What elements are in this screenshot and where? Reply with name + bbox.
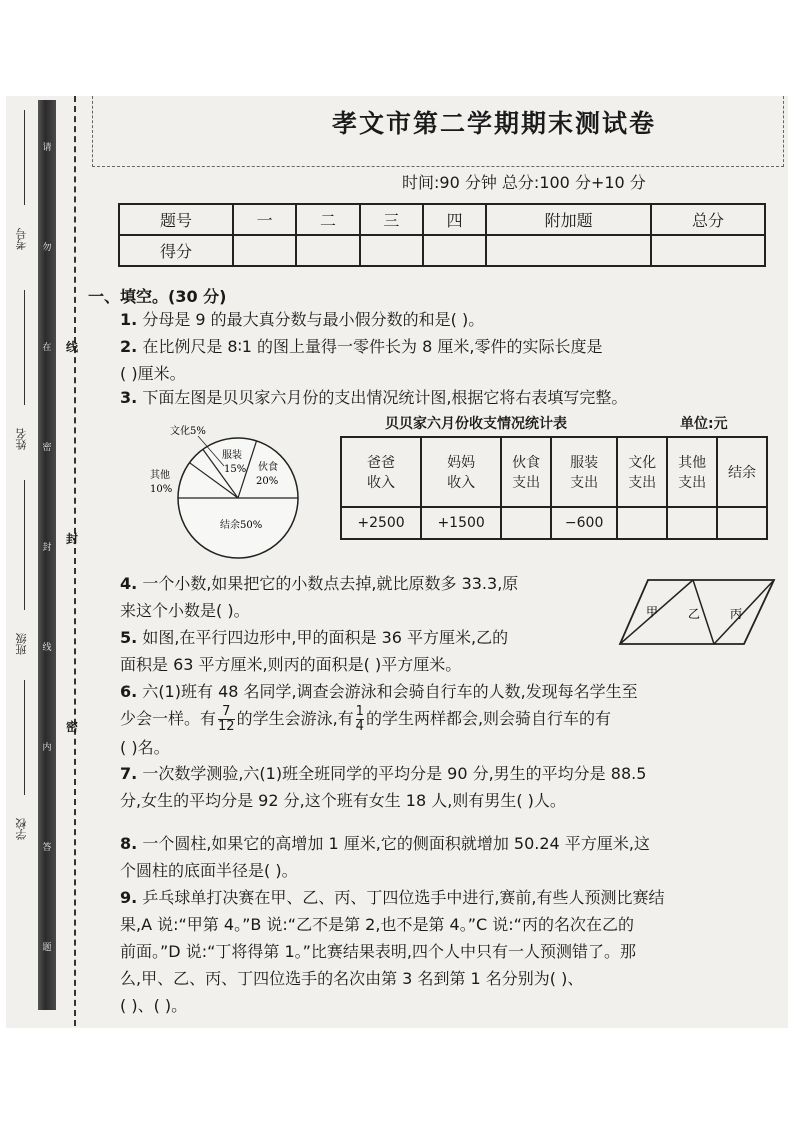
expense-pie-chart (140, 420, 330, 570)
question-text: 分母是 9 的最大真分数与最小假分数的和是( )。 (142, 310, 485, 329)
stat-value-row (341, 507, 767, 539)
stat-table (340, 436, 768, 540)
seal-char: 在 (42, 343, 52, 353)
line-mark: 密 (66, 720, 79, 734)
stat-value-cell[interactable] (501, 507, 551, 539)
seal-char: 答 (42, 843, 52, 853)
stat-header-row (341, 437, 767, 507)
question-4 (120, 570, 610, 624)
score-value-row (119, 235, 765, 266)
side-label-class: 班级 (15, 633, 28, 655)
region-label-yi: 乙 (688, 607, 701, 621)
page-title: 孝文市第二学期期末测试卷 (326, 104, 662, 140)
question-text: 六(1)班有 48 名同学,调查会游泳和会骑自行车的人数,发现每名学生至 (142, 682, 638, 701)
line-mark: 线 (66, 340, 79, 354)
question-text: 一个小数,如果把它的小数点去掉,就比原数多 33.3,原 (142, 574, 519, 593)
seal-char: 题 (42, 943, 52, 953)
question-text: 来这个小数是( )。 (120, 601, 250, 620)
stat-table-title: 贝贝家六月份收支情况统计表 (385, 416, 567, 432)
stat-header-line: 其他 (678, 455, 707, 472)
time-info: 时间:90 分钟 总分:100 分+10 分 (402, 173, 646, 192)
score-header-row (119, 204, 765, 235)
question-3 (120, 384, 770, 411)
question-text: 前面。”D 说:“丁将得第 1。”比赛结果表明,四个人中只有一人预测错了。那 (120, 942, 637, 961)
score-header-cell: 三 (360, 204, 423, 235)
section-heading: 一、填空。(30 分) (88, 287, 227, 306)
pie-label-balance: 结余50% (220, 520, 263, 531)
question-number: 7. (120, 764, 138, 783)
score-row-label: 得分 (119, 235, 233, 266)
stat-header-line: 结余 (728, 465, 757, 482)
stat-value-cell: +1500 (421, 507, 501, 539)
side-label-school: 学校 (15, 818, 28, 840)
parallelogram-figure (618, 578, 778, 646)
stat-value-cell[interactable] (617, 507, 667, 539)
stat-header-line: 支出 (512, 475, 541, 492)
stat-header-cell (667, 437, 717, 507)
pie-label-food: 伙食 (258, 462, 278, 473)
score-header-cell: 题号 (119, 204, 233, 235)
cut-line (74, 96, 76, 1026)
fraction-numerator: 1 (355, 704, 364, 719)
pie-svg (140, 420, 330, 570)
score-cell[interactable] (486, 235, 651, 266)
score-header-cell: 一 (233, 204, 296, 235)
question-number: 2. (120, 337, 138, 356)
question-text: 个圆柱的底面半径是( )。 (120, 861, 298, 880)
question-number: 6. (120, 682, 138, 701)
stat-header-cell (617, 437, 667, 507)
stat-header-line: 妈妈 (447, 455, 476, 472)
stat-header-line: 爸爸 (367, 455, 396, 472)
question-text: 么,甲、乙、丙、丁四位选手的名次由第 3 名到第 1 名分别为( )、 (120, 969, 584, 988)
seal-char: 密 (42, 443, 52, 453)
question-2 (120, 333, 770, 387)
question-text: 面积是 63 平方厘米,则丙的面积是( )平方厘米。 (120, 655, 462, 674)
question-number: 4. (120, 574, 138, 593)
stat-header-line: 文化 (628, 455, 657, 472)
pie-label-clothing: 服装 (222, 450, 242, 461)
stat-header-cell (421, 437, 501, 507)
stat-header-line: 伙食 (512, 455, 541, 472)
score-header-cell: 二 (296, 204, 359, 235)
seal-char: 封 (42, 543, 52, 553)
stat-header-line: 收入 (367, 475, 396, 492)
parallelogram-diagonal (714, 580, 774, 644)
question-6 (120, 678, 770, 761)
parallelogram-svg (618, 578, 778, 646)
stat-header-line: 收入 (447, 475, 476, 492)
question-number: 3. (120, 388, 138, 407)
score-cell[interactable] (296, 235, 359, 266)
question-number: 9. (120, 888, 138, 907)
question-5 (120, 624, 620, 678)
question-text: 少会一样。有 (120, 709, 217, 728)
side-fill-line (24, 290, 25, 405)
fraction-numerator: 7 (222, 704, 231, 719)
score-cell[interactable] (233, 235, 296, 266)
question-text: 分,女生的平均分是 92 分,这个班有女生 18 人,则有男生( )人。 (120, 791, 566, 810)
stat-value-cell: −600 (551, 507, 617, 539)
score-cell[interactable] (360, 235, 423, 266)
stat-header-cell (551, 437, 617, 507)
pie-label-other-pct: 10% (150, 484, 173, 495)
pie-label-clothing-pct: 15% (224, 464, 247, 475)
stat-header-cell (717, 437, 767, 507)
seal-char: 请 (42, 143, 52, 153)
side-fill-line (24, 480, 25, 610)
question-9 (120, 884, 770, 1019)
question-text: 下面左图是贝贝家六月份的支出情况统计图,根据它将右表填写完整。 (142, 388, 628, 407)
question-text: 的学生会游泳,有 (236, 709, 354, 728)
stat-header-cell (341, 437, 421, 507)
question-text: 一个圆柱,如果它的高增加 1 厘米,它的侧面积就增加 50.24 平方厘米,这 (142, 834, 650, 853)
score-header-cell: 四 (423, 204, 486, 235)
stat-value-cell: +2500 (341, 507, 421, 539)
pie-label-other: 其他 (150, 470, 170, 481)
region-label-jia: 甲 (646, 605, 659, 619)
score-table (118, 203, 766, 267)
side-label-exam-no: 考号 (15, 228, 28, 250)
stat-table-unit: 单位:元 (680, 416, 728, 432)
pie-label-food-pct: 20% (256, 476, 279, 487)
question-text: 如图,在平行四边形中,甲的面积是 36 平方厘米,乙的 (142, 628, 509, 647)
stat-value-cell[interactable] (667, 507, 717, 539)
fraction (218, 705, 235, 734)
seal-char: 内 (42, 743, 52, 753)
score-header-cell: 总分 (651, 204, 765, 235)
region-label-bing: 丙 (730, 607, 743, 621)
score-cell[interactable] (423, 235, 486, 266)
question-text: 乒乓球单打决赛在甲、乙、丙、丁四位选手中进行,赛前,有些人预测比赛结 (142, 888, 665, 907)
stat-header-cell (501, 437, 551, 507)
stat-header-line: 服装 (570, 455, 599, 472)
question-text: 一次数学测验,六(1)班全班同学的平均分是 90 分,男生的平均分是 88.5 (142, 764, 647, 783)
stat-header-line: 支出 (628, 475, 657, 492)
fraction-denominator: 4 (355, 719, 364, 734)
question-text: ( )名。 (120, 738, 170, 757)
stat-header-line: 支出 (570, 475, 599, 492)
score-cell[interactable] (651, 235, 765, 266)
question-text: 果,A 说:“甲第 4。”B 说:“乙不是第 2,也不是第 4。”C 说:“丙的名次在乙的 (120, 915, 634, 934)
question-number: 1. (120, 310, 138, 329)
stat-value-cell[interactable] (717, 507, 767, 539)
pie-label-culture: 文化5% (170, 426, 206, 437)
question-1 (120, 306, 770, 333)
fraction-denominator: 12 (218, 719, 235, 734)
side-fill-line (24, 110, 25, 205)
question-number: 5. (120, 628, 138, 647)
question-text: 的学生两样都会,则会骑自行车的有 (365, 709, 612, 728)
side-fill-line (24, 680, 25, 795)
side-label-name: 姓名 (15, 428, 28, 450)
question-text: ( )厘米。 (120, 364, 186, 383)
question-8 (120, 830, 770, 884)
line-mark: 封 (66, 532, 79, 546)
fraction (356, 705, 364, 734)
question-text: 在比例尺是 8∶1 的图上量得一零件长为 8 厘米,零件的实际长度是 (142, 337, 603, 356)
question-text: ( )、( )。 (120, 996, 188, 1015)
question-number: 8. (120, 834, 138, 853)
seal-char: 勿 (42, 243, 52, 253)
binding-strip (38, 100, 56, 1010)
score-header-cell: 附加题 (486, 204, 651, 235)
stat-header-line: 支出 (678, 475, 707, 492)
seal-char: 线 (42, 643, 52, 653)
question-7 (120, 760, 770, 814)
